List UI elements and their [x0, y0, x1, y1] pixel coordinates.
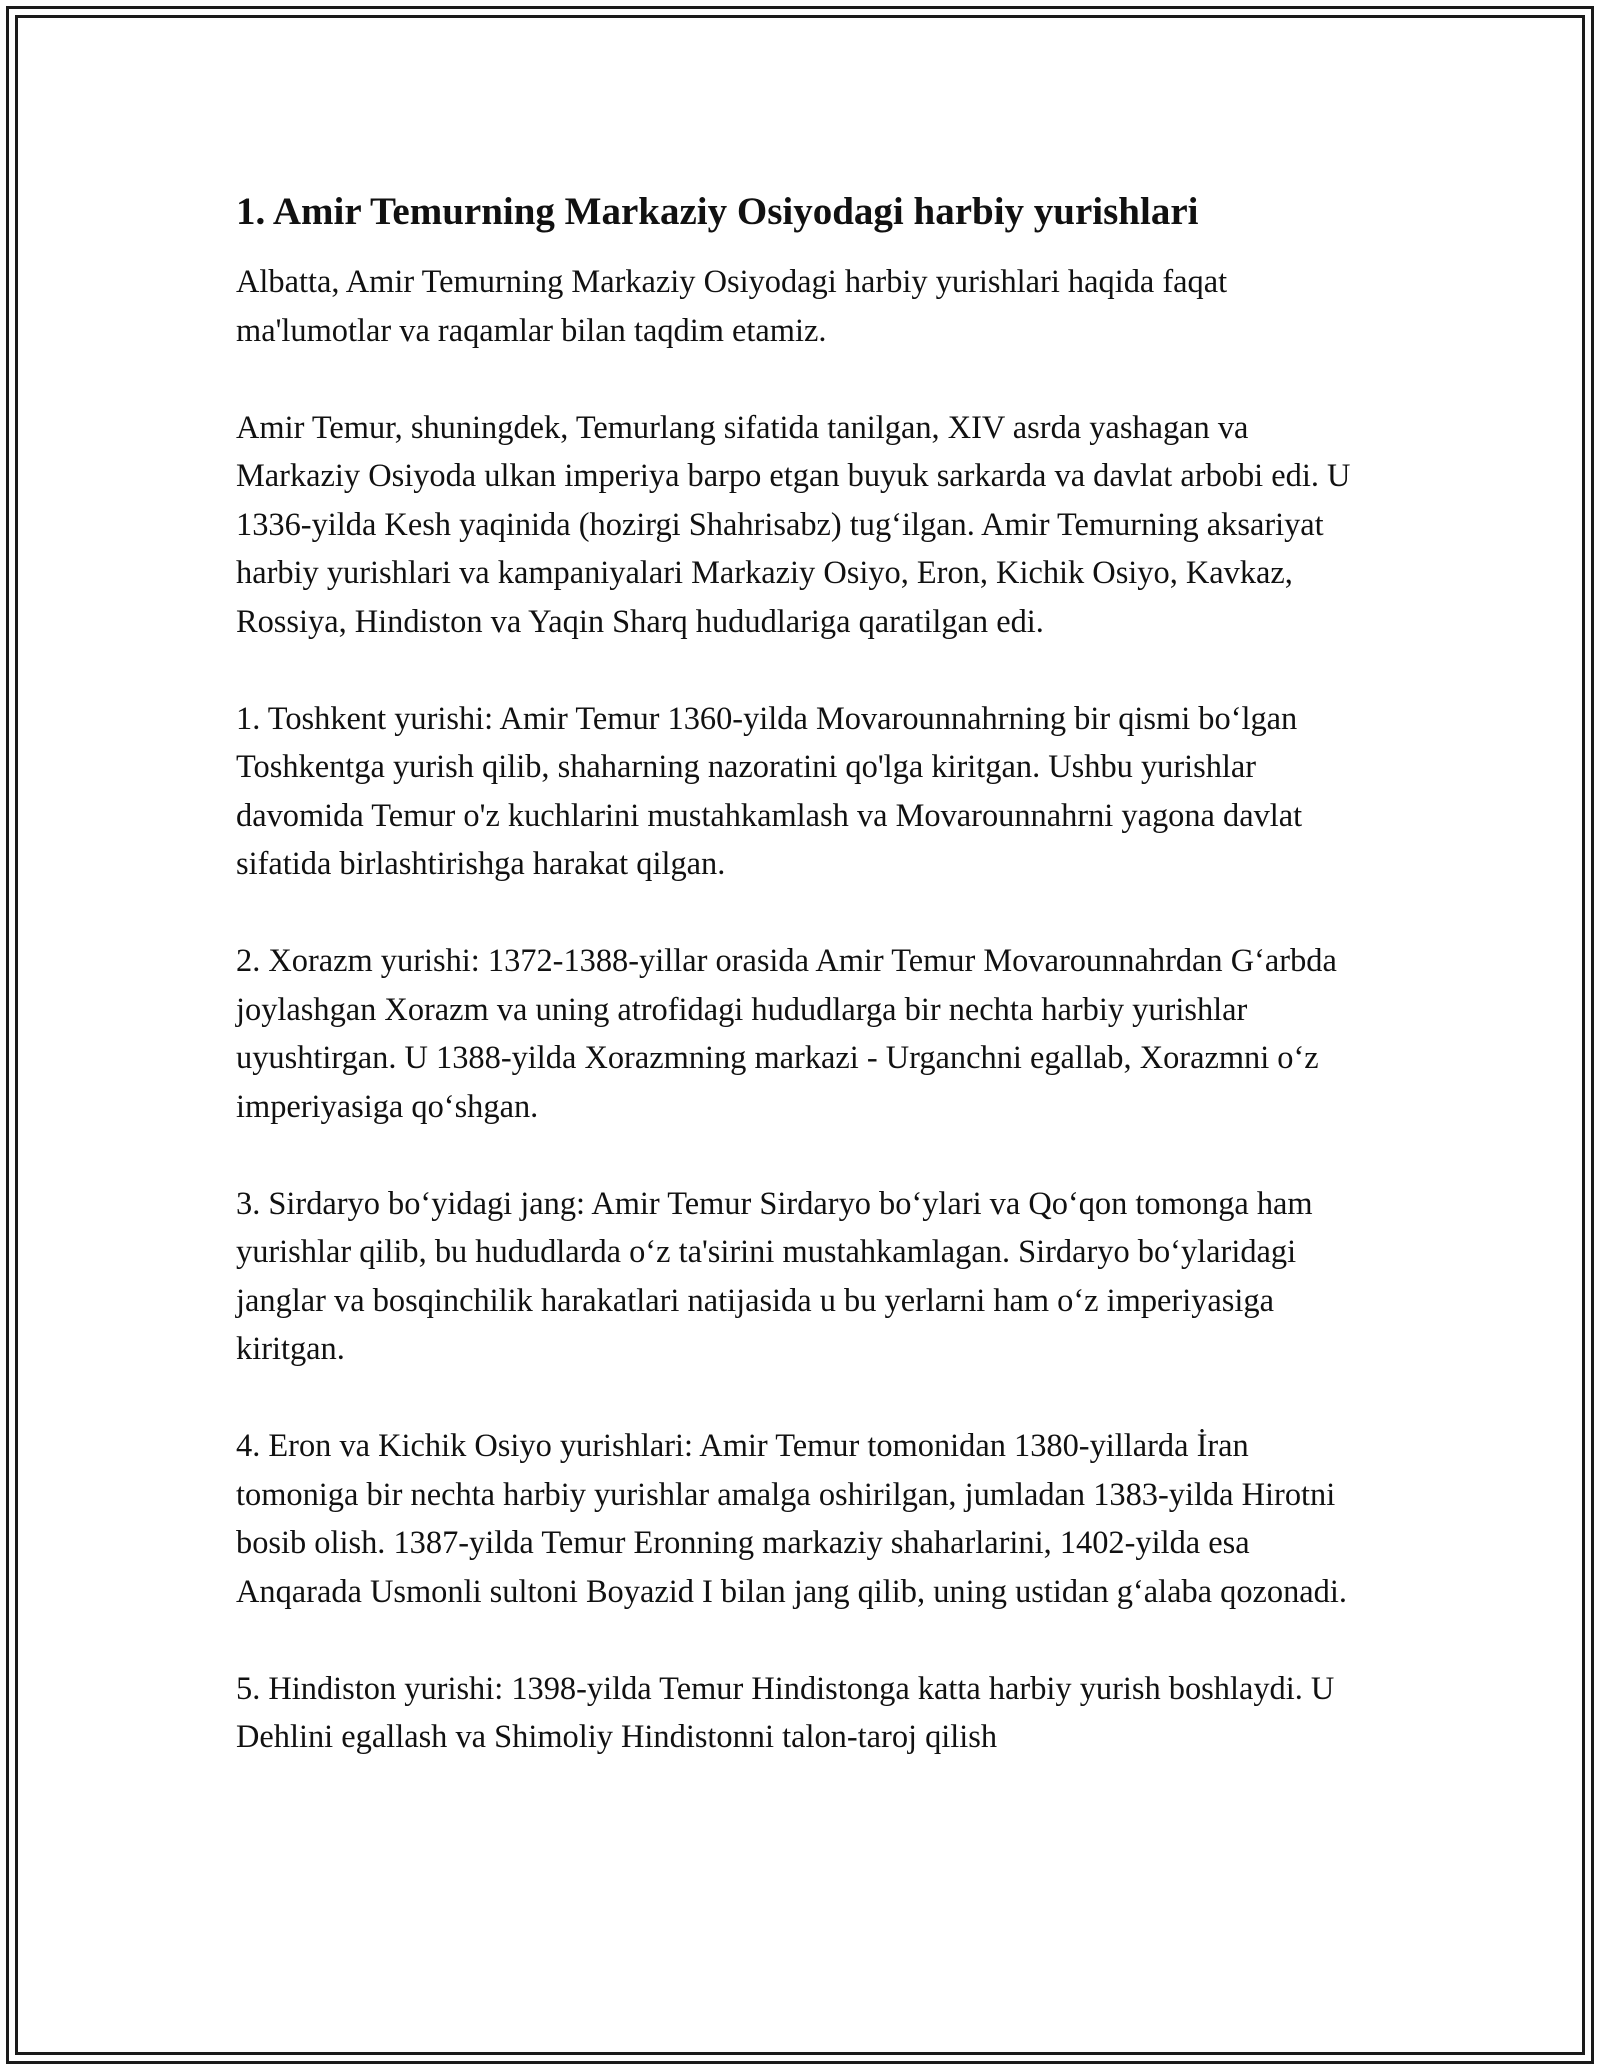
document-title: 1. Amir Temurning Markaziy Osiyodagi harbiy yurishlari: [236, 190, 1199, 233]
paragraph-xorazm: 2. Xorazm yurishi: 1372-1388-yillar orasida Amir Temur Movarounnahrdan G‘arbda joylashgan Xorazm va uning atrofidagi hududlarga bir nechta harbiy yurishlar uyushtirgan. U 1388-yilda Xorazmning markazi - Urganchni egallab, Xorazmni o‘z imperiyasiga qo‘shgan.: [236, 943, 1337, 1125]
document-body: [236, 188, 1366, 1810]
paragraph-intro: Albatta, Amir Temurning Markaziy Osiyodagi harbiy yurishlari haqida faqat ma'lumotlar va raqamlar bilan taqdim etamiz.: [236, 264, 1228, 349]
paragraph-eron: 4. Eron va Kichik Osiyo yurishlari: Amir Temur tomonidan 1380-yillarda İran tomoniga bir nechta harbiy yurishlar amalga oshirilgan, jumladan 1383-yilda Hirotni bosib olish. 1387-yilda Temur Eronning markaziy shaharlarini, 1402-yilda esa Anqarada Usmonli sultoni Boyazid I bilan jang qilib, uning ustidan g‘alaba qozonadi.: [236, 1428, 1347, 1610]
paragraph-hindiston: 5. Hindiston yurishi: 1398-yilda Temur Hindistonga katta harbiy yurish boshlaydi. U Dehlini egallash va Shimoliy Hindistonni talon-taroj qilish: [236, 1670, 1335, 1755]
paragraph-toshkent: 1. Toshkent yurishi: Amir Temur 1360-yilda Movarounnahrning bir qismi bo‘lgan Toshkentga yurish qilib, shaharning nazoratini qo'lga kiritgan. Ushbu yurishlar davomida Temur o'z kuchlarini mustahkamlash va Movarounnahrni yagona davlat sifatida birlashtirishga harakat qilgan.: [236, 700, 1303, 882]
paragraph-sirdaryo: 3. Sirdaryo bo‘yidagi jang: Amir Temur Sirdaryo bo‘ylari va Qo‘qon tomonga ham yurishlar qilib, bu hududlarda o‘z ta'sirini mustahkamlagan. Sirdaryo bo‘ylaridagi janglar va bosqinchilik harakatlari natijasida u bu yerlarni ham o‘z imperiyasiga kiritgan.: [236, 1185, 1313, 1367]
paragraph-biography: Amir Temur, shuningdek, Temurlang sifatida tanilgan, XIV asrda yashagan va Markaziy Osiyoda ulkan imperiya barpo etgan buyuk sarkarda va davlat arbobi edi. U 1336-yilda Kesh yaqinida (hozirgi Shahrisabz) tug‘ilgan. Amir Temurning aksariyat harbiy yurishlari va kampaniyalari Markaziy Osiyo, Eron, Kichik Osiyo, Kavkaz, Rossiya, Hindiston va Yaqin Sharq hududlariga qaratilgan edi.: [236, 409, 1351, 640]
